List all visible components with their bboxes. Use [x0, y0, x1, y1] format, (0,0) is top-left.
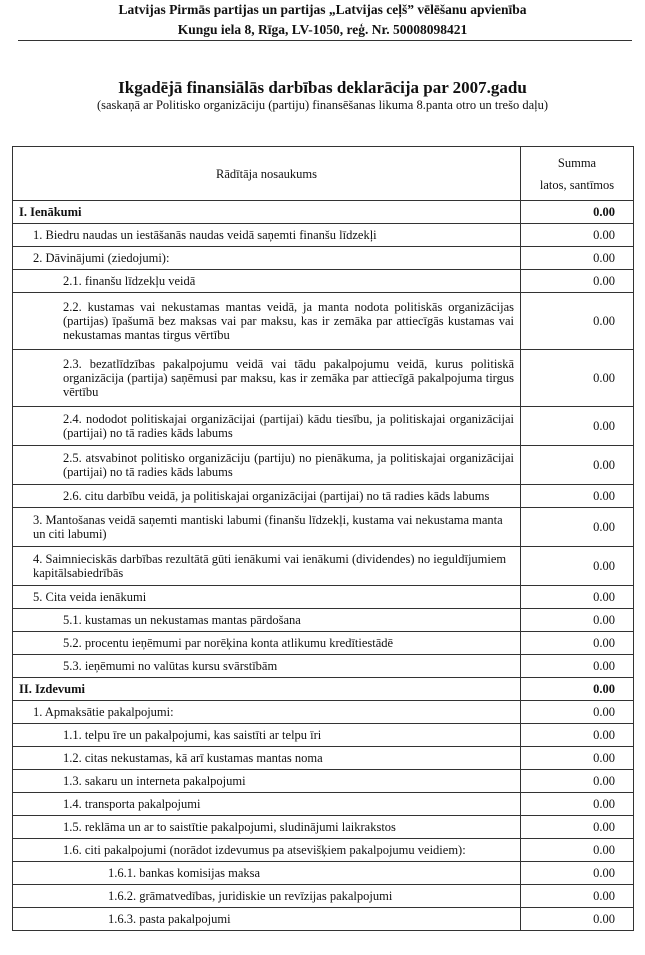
table-row [13, 293, 634, 350]
table-row [13, 270, 634, 293]
row-label: 2. Dāvinājumi (ziedojumi): [13, 247, 521, 270]
row-label: 1.6.3. pasta pakalpojumi [13, 908, 521, 931]
row-value: 0.00 [521, 247, 634, 270]
row-label: I. Ienākumi [13, 201, 521, 224]
row-value: 0.00 [521, 547, 634, 586]
declaration-table [12, 146, 634, 931]
row-label: 1.6.1. bankas komisijas maksa [13, 862, 521, 885]
row-value: 0.00 [521, 816, 634, 839]
row-value: 0.00 [521, 862, 634, 885]
table-row [13, 747, 634, 770]
row-value: 0.00 [521, 839, 634, 862]
row-label: 2.1. finanšu līdzekļu veidā [13, 270, 521, 293]
document-subtitle: (saskaņā ar Politisko organizāciju (partiju) finansēšanas likuma 8.panta otro un trešo daļu) [96, 98, 549, 112]
column-header-sum-line1: Summa [557, 155, 597, 170]
row-label: 1.6.2. grāmatvedības, juridiskie un revīzijas pakalpojumi [13, 885, 521, 908]
table-header-row [13, 147, 634, 201]
row-label: 3. Mantošanas veidā saņemti mantiski labumi (finanšu līdzekļi, kustama vai nekustama manta un citi labumi) [13, 508, 521, 547]
table-row [13, 247, 634, 270]
row-label: 1.3. sakaru un interneta pakalpojumi [13, 770, 521, 793]
row-value: 0.00 [521, 724, 634, 747]
row-label: 1.4. transporta pakalpojumi [13, 793, 521, 816]
row-value: 0.00 [521, 701, 634, 724]
table-row [13, 885, 634, 908]
row-value: 0.00 [521, 508, 634, 547]
row-label: 4. Saimnieciskās darbības rezultātā gūti ienākumi vai ienākumi (dividendes) no ieguldījumiem kapitālsabiedrībās [13, 547, 521, 586]
column-header-name: Rādītāja nosaukums [13, 147, 521, 201]
table-row [13, 508, 634, 547]
row-label: 1. Biedru naudas un iestāšanās naudas veidā saņemti finanšu līdzekļi [13, 224, 521, 247]
row-label: 2.3. bezatlīdzības pakalpojumu veidā vai tādu pakalpojumu veidā, kurus politiskā organizācija (partija) saņēmusi par maksu, kas ir zemāka par attiecīgā pakalpojuma tirgus vērtību [13, 350, 521, 407]
row-value: 0.00 [521, 770, 634, 793]
header-divider [18, 40, 632, 41]
row-label: 5.1. kustamas un nekustamas mantas pārdošana [13, 609, 521, 632]
table-row [13, 407, 634, 446]
table-row [13, 547, 634, 586]
row-value: 0.00 [521, 586, 634, 609]
row-label: 2.2. kustamas vai nekustamas mantas veidā, ja manta nodota politiskās organizācijas (partijas) īpašumā bez maksas vai par maksu, kas ir zemāka par attiecīgās kustamas vai nekustamas mantas tirgus vērtību [13, 293, 521, 350]
row-value: 0.00 [521, 293, 634, 350]
row-value: 0.00 [521, 224, 634, 247]
row-value: 0.00 [521, 350, 634, 407]
party-address: Kungu iela 8, Rīga, LV-1050, reģ. Nr. 50008098421 [177, 22, 468, 37]
table-row [13, 678, 634, 701]
table-row [13, 655, 634, 678]
table-row [13, 609, 634, 632]
row-value: 0.00 [521, 446, 634, 485]
row-value: 0.00 [521, 793, 634, 816]
row-label: 2.5. atsvabinot politisko organizāciju (partiju) no pienākuma, ja politiskajai organizācijai (partijai) no tā radies kāds labums [13, 446, 521, 485]
row-value: 0.00 [521, 609, 634, 632]
table-row [13, 701, 634, 724]
table-row [13, 839, 634, 862]
row-label: II. Izdevumi [13, 678, 521, 701]
row-label: 1. Apmaksātie pakalpojumi: [13, 701, 521, 724]
row-value: 0.00 [521, 747, 634, 770]
row-label: 1.6. citi pakalpojumi (norādot izdevumus pa atsevišķiem pakalpojumu veidiem): [13, 839, 521, 862]
row-value: 0.00 [521, 407, 634, 446]
table-row [13, 485, 634, 508]
table-row [13, 586, 634, 609]
table-row [13, 724, 634, 747]
row-label: 5.2. procentu ieņēmumi par norēķina konta atlikumu kredītiestādē [13, 632, 521, 655]
column-header-sum [521, 147, 634, 201]
party-name: Latvijas Pirmās partijas un partijas „Latvijas ceļš” vēlēšanu apvienība [118, 2, 527, 17]
row-value: 0.00 [521, 632, 634, 655]
table-row [13, 632, 634, 655]
row-label: 2.4. nododot politiskajai organizācijai (partijai) kādu tiesību, ja politiskajai organizācijai (partijai) no tā radies kāds labums [13, 407, 521, 446]
row-label: 1.2. citas nekustamas, kā arī kustamas mantas noma [13, 747, 521, 770]
row-value: 0.00 [521, 908, 634, 931]
row-label: 1.5. reklāma un ar to saistītie pakalpojumi, sludinājumi laikrakstos [13, 816, 521, 839]
row-value: 0.00 [521, 678, 634, 701]
row-value: 0.00 [521, 201, 634, 224]
row-label: 5. Cita veida ienākumi [13, 586, 521, 609]
table-row [13, 201, 634, 224]
row-label: 2.6. citu darbību veidā, ja politiskajai organizācijai (partijai) no tā radies kāds labums [13, 485, 521, 508]
row-value: 0.00 [521, 485, 634, 508]
row-value: 0.00 [521, 885, 634, 908]
table-row [13, 816, 634, 839]
table-row [13, 908, 634, 931]
table-row [13, 224, 634, 247]
table-row [13, 793, 634, 816]
table-row [13, 350, 634, 407]
row-label: 1.1. telpu īre un pakalpojumi, kas saistīti ar telpu īri [13, 724, 521, 747]
row-label: 5.3. ieņēmumi no valūtas kursu svārstībām [13, 655, 521, 678]
row-value: 0.00 [521, 270, 634, 293]
row-value: 0.00 [521, 655, 634, 678]
document-title: Ikgadējā finansiālās darbības deklarācija par 2007.gadu [118, 78, 527, 97]
column-header-sum-line2: latos, santīmos [539, 177, 615, 192]
table-row [13, 770, 634, 793]
table-row [13, 862, 634, 885]
table-row [13, 446, 634, 485]
